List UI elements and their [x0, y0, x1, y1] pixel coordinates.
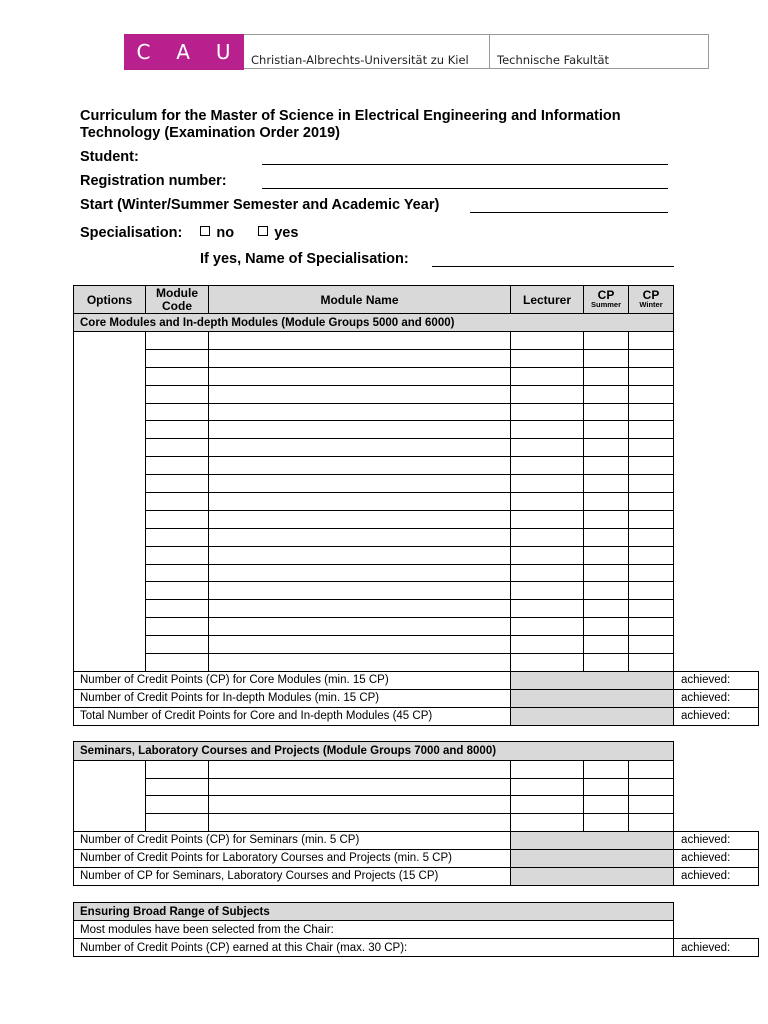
module-name-cell[interactable]: [209, 421, 511, 439]
logo-letter-u: U: [215, 40, 232, 64]
seminars-entry-row: [74, 778, 759, 796]
seminars-options-cell[interactable]: [74, 761, 146, 832]
lecturer-cell[interactable]: [511, 439, 584, 457]
core-entry-row: [74, 421, 759, 439]
cp-summer-cell[interactable]: [584, 814, 629, 832]
cau-logo: [124, 34, 244, 70]
cp-winter-cell[interactable]: [629, 778, 674, 796]
seminars-entry-row: [74, 796, 759, 814]
start-field[interactable]: [470, 212, 668, 213]
lecturer-cell[interactable]: [511, 457, 584, 475]
cp-summer-cell[interactable]: [584, 421, 629, 439]
module-code-cell[interactable]: [146, 796, 209, 814]
lecturer-cell[interactable]: [511, 475, 584, 493]
broad-range-table: [73, 902, 759, 957]
faculty-name: Technische Fakultät: [497, 53, 610, 67]
header-module-code: Module Code: [146, 286, 209, 314]
module-code-cell[interactable]: [146, 475, 209, 493]
cp-winter-cell[interactable]: [629, 457, 674, 475]
cp-summer-cell[interactable]: [584, 528, 629, 546]
cp-winter-cell[interactable]: [629, 385, 674, 403]
logo-letter-a: A: [176, 40, 191, 64]
module-name-cell[interactable]: [209, 385, 511, 403]
cp-summer-cell[interactable]: [584, 349, 629, 367]
cp-winter-cell[interactable]: [629, 796, 674, 814]
summary-seminars-cp-value[interactable]: [511, 831, 674, 849]
module-name-cell[interactable]: [209, 546, 511, 564]
seminars-table: [73, 741, 759, 886]
cp-winter-cell[interactable]: [629, 761, 674, 779]
module-code-cell[interactable]: [146, 814, 209, 832]
specialisation-name-field[interactable]: [432, 266, 674, 267]
module-code-cell[interactable]: [146, 421, 209, 439]
module-name-cell[interactable]: [209, 564, 511, 582]
module-name-cell[interactable]: [209, 510, 511, 528]
lecturer-cell[interactable]: [511, 600, 584, 618]
student-field[interactable]: [262, 164, 668, 165]
module-code-cell[interactable]: [146, 385, 209, 403]
cp-summer-cell[interactable]: [584, 439, 629, 457]
module-code-cell[interactable]: [146, 349, 209, 367]
section-seminars: Seminars, Laboratory Courses and Projects (Module Groups 7000 and 8000): [74, 742, 674, 761]
module-code-cell[interactable]: [146, 636, 209, 654]
cp-winter-cell[interactable]: [629, 814, 674, 832]
cp-summer-cell[interactable]: [584, 636, 629, 654]
lecturer-cell[interactable]: [511, 546, 584, 564]
logo-letter-c: C: [136, 40, 152, 64]
cp-summer-cell[interactable]: [584, 385, 629, 403]
core-entry-row: [74, 439, 759, 457]
cp-summer-cell[interactable]: [584, 510, 629, 528]
module-code-cell[interactable]: [146, 564, 209, 582]
cp-summer-sub: Summer: [590, 300, 621, 309]
registration-label: Registration number:: [80, 173, 227, 189]
module-name-cell[interactable]: [209, 761, 511, 779]
core-entry-row: [74, 349, 759, 367]
cp-winter-cell[interactable]: [629, 546, 674, 564]
cp-summer-cell[interactable]: [584, 582, 629, 600]
cp-summer-label: CP: [597, 288, 615, 302]
lecturer-cell[interactable]: [511, 618, 584, 636]
module-name-cell[interactable]: [209, 778, 511, 796]
module-name-cell[interactable]: [209, 654, 511, 672]
cp-winter-cell[interactable]: [629, 510, 674, 528]
module-code-cell[interactable]: [146, 582, 209, 600]
section-core-modules: Core Modules and In-depth Modules (Module Groups 5000 and 6000): [74, 314, 674, 332]
lecturer-cell[interactable]: [511, 564, 584, 582]
summary-labs-cp-status: achieved:: [674, 849, 759, 867]
module-code-cell[interactable]: [146, 618, 209, 636]
student-label: Student:: [80, 149, 139, 165]
cp-winter-cell[interactable]: [629, 618, 674, 636]
lecturer-cell[interactable]: [511, 403, 584, 421]
module-name-cell[interactable]: [209, 528, 511, 546]
registration-field[interactable]: [262, 188, 668, 189]
summary-seminars-labs-total-status: achieved:: [674, 867, 759, 885]
option-yes-label: yes: [274, 225, 299, 241]
cp-winter-cell[interactable]: [629, 332, 674, 350]
header-end-rule: [708, 34, 709, 69]
core-entry-row: [74, 367, 759, 385]
header-rule-top: [244, 34, 709, 35]
cp-winter-cell[interactable]: [629, 528, 674, 546]
summary-seminars-labs-total-value[interactable]: [511, 867, 674, 885]
module-code-cell[interactable]: [146, 761, 209, 779]
summary-seminars-cp-status: achieved:: [674, 831, 759, 849]
module-name-cell[interactable]: [209, 403, 511, 421]
core-entry-row: [74, 403, 759, 421]
core-entry-row: [74, 636, 759, 654]
core-entry-row: [74, 618, 759, 636]
cp-winter-cell[interactable]: [629, 582, 674, 600]
module-code-cell[interactable]: [146, 367, 209, 385]
specialisation-row: [80, 225, 298, 241]
module-name-cell[interactable]: [209, 582, 511, 600]
module-name-cell[interactable]: [209, 367, 511, 385]
cp-winter-cell[interactable]: [629, 654, 674, 672]
lecturer-cell[interactable]: [511, 778, 584, 796]
specialisation-name-label: If yes, Name of Specialisation:: [200, 251, 409, 267]
module-code-cell[interactable]: [146, 528, 209, 546]
core-entry-row: [74, 457, 759, 475]
header-options: Options: [74, 286, 146, 314]
start-label: Start (Winter/Summer Semester and Academic Year): [80, 197, 440, 213]
module-name-cell[interactable]: [209, 600, 511, 618]
module-code-cell[interactable]: [146, 600, 209, 618]
module-code-cell[interactable]: [146, 332, 209, 350]
core-entry-row: [74, 493, 759, 511]
cp-summer-cell[interactable]: [584, 546, 629, 564]
cp-summer-cell[interactable]: [584, 493, 629, 511]
summary-labs-cp-value[interactable]: [511, 849, 674, 867]
module-code-cell[interactable]: [146, 493, 209, 511]
lecturer-cell[interactable]: [511, 814, 584, 832]
summary-seminars-cp: Number of Credit Points (CP) for Seminars (min. 5 CP): [74, 831, 511, 849]
cp-summer-cell[interactable]: [584, 457, 629, 475]
lecturer-cell[interactable]: [511, 493, 584, 511]
chair-selection-row[interactable]: Most modules have been selected from the Chair:: [74, 921, 674, 939]
core-entry-row: [74, 528, 759, 546]
lecturer-cell[interactable]: [511, 636, 584, 654]
summary-labs-cp: Number of Credit Points for Laboratory Courses and Projects (min. 5 CP): [74, 849, 511, 867]
chair-cp-row[interactable]: Number of Credit Points (CP) earned at this Chair (max. 30 CP):: [74, 939, 674, 957]
cp-winter-cell[interactable]: [629, 475, 674, 493]
cp-summer-cell[interactable]: [584, 367, 629, 385]
cp-summer-cell[interactable]: [584, 332, 629, 350]
module-name-cell[interactable]: [209, 493, 511, 511]
core-entry-row: [74, 546, 759, 564]
cp-summer-cell[interactable]: [584, 600, 629, 618]
cp-winter-label: CP: [642, 288, 660, 302]
module-code-cell[interactable]: [146, 546, 209, 564]
summary-core-cp-status: achieved:: [674, 671, 759, 689]
lecturer-cell[interactable]: [511, 796, 584, 814]
cp-winter-cell[interactable]: [629, 493, 674, 511]
cp-winter-cell[interactable]: [629, 421, 674, 439]
cp-winter-cell[interactable]: [629, 349, 674, 367]
lecturer-cell[interactable]: [511, 528, 584, 546]
summary-core-cp: Number of Credit Points (CP) for Core Modules (min. 15 CP): [74, 671, 511, 689]
cp-winter-cell[interactable]: [629, 439, 674, 457]
chair-cp-status: achieved:: [674, 939, 759, 957]
summary-core-cp-value[interactable]: [511, 671, 674, 689]
core-entry-row: [74, 654, 759, 672]
cp-winter-sub: Winter: [639, 300, 663, 309]
lecturer-cell[interactable]: [511, 510, 584, 528]
option-no-label: no: [216, 225, 235, 241]
lecturer-cell[interactable]: [511, 385, 584, 403]
cp-summer-cell[interactable]: [584, 618, 629, 636]
core-modules-table: [73, 285, 759, 726]
university-name: Christian-Albrechts-Universität zu Kiel: [251, 53, 469, 67]
summary-total-cp-value[interactable]: [511, 707, 674, 725]
header-module-name: Module Name: [209, 286, 511, 314]
module-name-cell[interactable]: [209, 332, 511, 350]
seminars-entry-row: [74, 761, 759, 779]
summary-total-cp-status: achieved:: [674, 707, 759, 725]
core-entry-row: [74, 600, 759, 618]
cp-winter-cell[interactable]: [629, 367, 674, 385]
lecturer-cell[interactable]: [511, 654, 584, 672]
core-options-cell[interactable]: [74, 332, 146, 672]
header-cp-summer: [584, 286, 629, 314]
header-lecturer: Lecturer: [511, 286, 584, 314]
lecturer-cell[interactable]: [511, 421, 584, 439]
header-separator: [489, 34, 490, 69]
cp-summer-cell[interactable]: [584, 475, 629, 493]
cp-summer-cell[interactable]: [584, 564, 629, 582]
module-code-cell[interactable]: [146, 510, 209, 528]
lecturer-cell[interactable]: [511, 367, 584, 385]
section-broad-range: Ensuring Broad Range of Subjects: [74, 903, 674, 921]
header-rule-bottom: [244, 68, 709, 69]
seminars-entry-row: [74, 814, 759, 832]
module-name-cell[interactable]: [209, 796, 511, 814]
lecturer-cell[interactable]: [511, 761, 584, 779]
module-code-cell[interactable]: [146, 403, 209, 421]
header-cp-winter: [629, 286, 674, 314]
summary-indepth-cp-status: achieved:: [674, 689, 759, 707]
module-name-cell[interactable]: [209, 475, 511, 493]
module-code-cell[interactable]: [146, 654, 209, 672]
core-entry-row: [74, 564, 759, 582]
core-entry-row: [74, 582, 759, 600]
module-name-cell[interactable]: [209, 636, 511, 654]
cp-winter-cell[interactable]: [629, 636, 674, 654]
summary-indepth-cp-value[interactable]: [511, 689, 674, 707]
core-entry-row: [74, 510, 759, 528]
checkbox-yes[interactable]: [258, 226, 268, 236]
module-name-cell[interactable]: [209, 814, 511, 832]
summary-indepth-cp: Number of Credit Points for In-depth Modules (min. 15 CP): [74, 689, 511, 707]
module-name-cell[interactable]: [209, 618, 511, 636]
module-code-cell[interactable]: [146, 439, 209, 457]
cp-winter-cell[interactable]: [629, 564, 674, 582]
specialisation-label: Specialisation:: [80, 225, 183, 241]
summary-seminars-labs-total: Number of CP for Seminars, Laboratory Courses and Projects (15 CP): [74, 867, 511, 885]
cp-summer-cell[interactable]: [584, 796, 629, 814]
core-entry-row: [74, 385, 759, 403]
lecturer-cell[interactable]: [511, 582, 584, 600]
cp-summer-cell[interactable]: [584, 778, 629, 796]
summary-total-cp: Total Number of Credit Points for Core and In-depth Modules (45 CP): [74, 707, 511, 725]
lecturer-cell[interactable]: [511, 332, 584, 350]
document-title: Curriculum for the Master of Science in Electrical Engineering and Information Technology (Examination Order 2019): [80, 108, 621, 141]
module-name-cell[interactable]: [209, 349, 511, 367]
module-name-cell[interactable]: [209, 457, 511, 475]
cp-winter-cell[interactable]: [629, 403, 674, 421]
cp-summer-cell[interactable]: [584, 761, 629, 779]
module-name-cell[interactable]: [209, 439, 511, 457]
checkbox-no[interactable]: [200, 226, 210, 236]
lecturer-cell[interactable]: [511, 349, 584, 367]
core-entry-row: [74, 332, 759, 350]
module-code-cell[interactable]: [146, 457, 209, 475]
module-code-cell[interactable]: [146, 778, 209, 796]
cp-winter-cell[interactable]: [629, 600, 674, 618]
cp-summer-cell[interactable]: [584, 654, 629, 672]
cp-summer-cell[interactable]: [584, 403, 629, 421]
core-entry-row: [74, 475, 759, 493]
